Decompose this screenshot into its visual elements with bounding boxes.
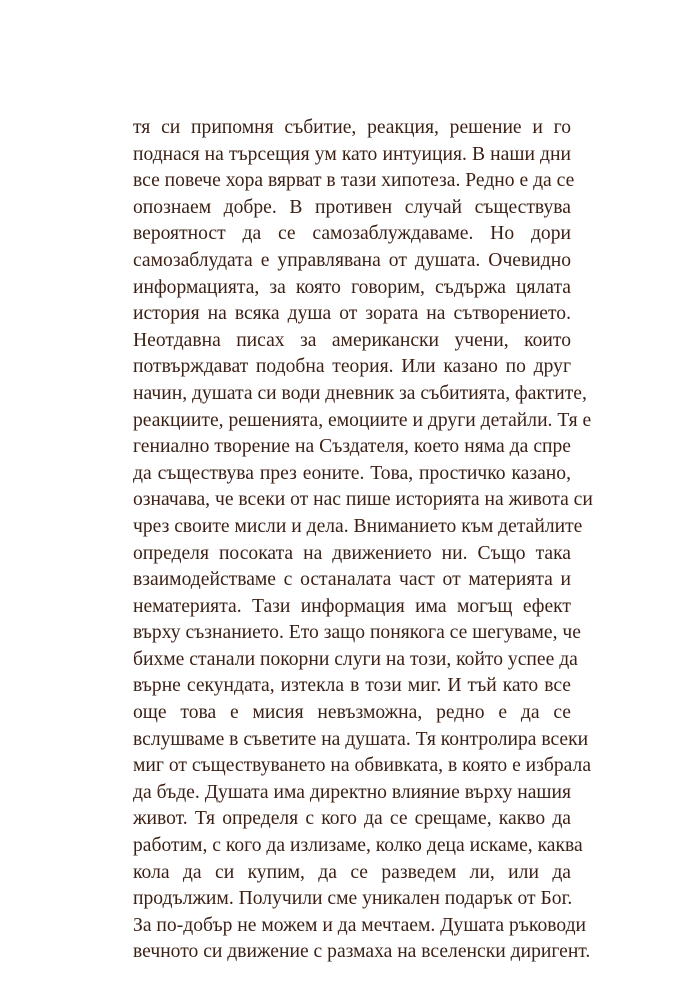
text-line-14: да съществува през еоните. Това, простичко казано, (133, 462, 571, 484)
text-line-2: поднася на търсещия ум като интуиция. В наши дни (133, 143, 571, 165)
text-line-15: означава, че всеки от нас пише историята на живота си (133, 489, 593, 511)
text-line-11: начин, душата си води дневник за събитията, фактите, (133, 382, 587, 404)
text-line-17: определя посоката на движението ни. Също така (133, 542, 571, 564)
text-line-24: вслушваме в съветите на душата. Тя контролира всеки (133, 728, 589, 750)
text-line-27: живот. Тя определя с кого да се срещаме, какво да (133, 808, 571, 830)
body-text (133, 115, 593, 966)
text-line-23: още това е мисия невъзможна, редно е да се (133, 702, 571, 724)
text-line-22: върне секундата, изтекла в този миг. И тъй като все (133, 675, 571, 697)
text-line-30: продължим. Получили сме уникален подарък от Бог. (133, 888, 573, 910)
text-line-12: реакциите, решенията, емоциите и други детайли. Тя е (133, 409, 592, 431)
text-line-16: чрез своите мисли и дела. Вниманието към детайлите (133, 515, 583, 537)
text-line-1: тя си припомня събитие, реакция, решение и го (133, 117, 571, 138)
text-line-13: гениално творение на Създателя, което няма да спре (133, 436, 571, 458)
text-line-19: нематерията. Тази информация има могъщ ефект (133, 595, 571, 617)
text-line-7: информацията, за която говорим, съдържа цялата (133, 276, 571, 298)
text-line-25: миг от съществуването на обвивката, в която е избрала (133, 755, 592, 777)
text-line-28: работим, с кого да излизаме, колко деца искаме, каква (133, 835, 583, 857)
text-line-4: опознаем добре. В противен случай съществува (133, 196, 571, 218)
text-line-26: да бъде. Душата има директно влияние върху нашия (133, 781, 571, 803)
text-line-3: все повече хора вярват в тази хипотеза. Редно е да се (133, 170, 575, 192)
text-line-21: бихме станали покорни слуги на този, който успее да (133, 648, 578, 670)
text-line-8: история на всяка душа от зората на сътворението. (133, 303, 571, 325)
text-line-20: върху съзнанието. Ето защо понякога се шегуваме, че (133, 622, 581, 644)
text-line-31: За по-добър не можем и да мечтаем. Душата ръководи (133, 914, 587, 936)
text-line-5: вероятност да се самозаблуждаваме. Но дори (133, 223, 571, 245)
text-line-29: кола да си купим, да се разведем ли, или да (133, 861, 571, 883)
text-line-9: Неотдавна писах за американски учени, които (133, 329, 571, 351)
text-line-10: потвърждават подобна теория. Или казано по друг (133, 356, 571, 378)
text-line-18: взаимодействаме с останалата част от материята и (133, 569, 571, 591)
text-line-32: вечното си движение с размаха на вселенски диригент. (133, 941, 591, 963)
text-line-6: самозаблудата е управлявана от душата. Очевидно (133, 249, 571, 271)
